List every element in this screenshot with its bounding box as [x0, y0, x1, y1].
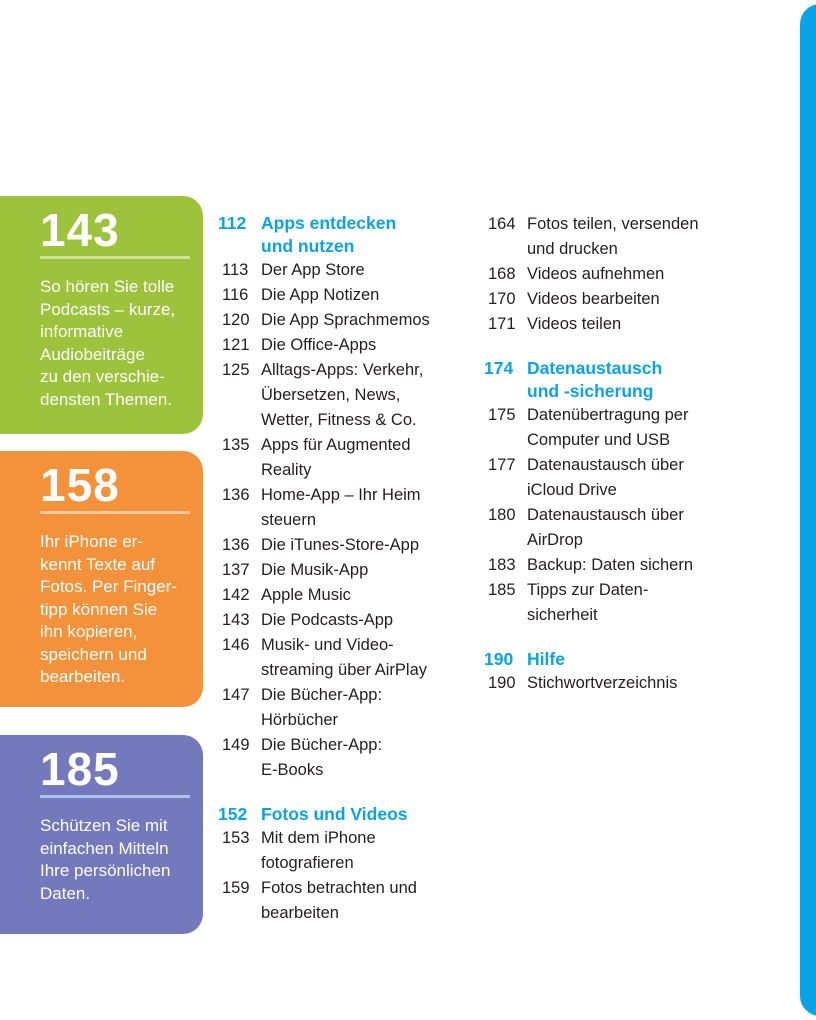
toc-entry[interactable] — [484, 503, 734, 553]
toc-entry[interactable] — [218, 608, 468, 633]
toc-entry-title: Die Office-Apps — [261, 336, 377, 354]
toc-entry[interactable] — [218, 683, 468, 733]
toc-entry[interactable] — [218, 533, 468, 558]
teaser-box-143 — [0, 196, 203, 434]
toc-entry-page: 142 — [222, 586, 250, 604]
toc-entry-page: 116 — [222, 286, 249, 304]
section-page-number: 152 — [218, 804, 248, 824]
toc-entry-title: Die Bücher-App: Hörbücher — [261, 686, 383, 729]
toc-entry[interactable] — [218, 583, 468, 608]
section-page-number: 174 — [484, 358, 514, 378]
toc-entry-page: 143 — [222, 611, 250, 629]
toc-entry-title: Alltags-Apps: Verkehr, Übersetzen, News, Wetter, Fitness & Co. — [261, 361, 424, 429]
toc-entry-page: 121 — [222, 336, 250, 354]
toc-entry-title: Datenaustausch über AirDrop — [527, 506, 684, 549]
toc-entry-list — [218, 258, 468, 783]
toc-entry[interactable] — [218, 633, 468, 683]
teaser-page-number: 158 — [40, 459, 120, 511]
teaser-text: Ihr iPhone er- kennt Texte auf Fotos. Per Finger- tipp können Sie ihn kopieren, speichern und bearbeiten. — [40, 532, 177, 686]
toc-entry[interactable] — [484, 403, 734, 453]
toc-entry[interactable] — [218, 876, 468, 926]
toc-entry-page: 136 — [222, 536, 250, 554]
toc-entry[interactable] — [218, 483, 468, 533]
toc-entry-title: Videos aufnehmen — [527, 265, 665, 283]
toc-entry-title: Videos bearbeiten — [527, 290, 660, 308]
section-page-number: 112 — [218, 213, 247, 233]
teaser-text: So hören Sie tolle Podcasts – kurze, informative Audiobeiträge zu den verschie- densten Themen. — [40, 277, 176, 409]
toc-entry[interactable] — [218, 558, 468, 583]
toc-entry-page: 149 — [222, 736, 250, 754]
toc-entry[interactable] — [484, 312, 734, 337]
toc-entry[interactable] — [218, 333, 468, 358]
toc-entry-page: 180 — [488, 506, 516, 524]
toc-entry-page: 164 — [488, 215, 516, 233]
toc-entry-title: Apple Music — [261, 586, 351, 604]
toc-entry-list — [218, 826, 468, 926]
toc-entry-title: Videos teilen — [527, 315, 622, 333]
toc-column-2 — [484, 212, 734, 696]
toc-entry-title: Fotos betrachten und bearbeiten — [261, 879, 417, 922]
teaser-box-158 — [0, 451, 203, 707]
toc-entry-page: 136 — [222, 486, 250, 504]
toc-entry[interactable] — [484, 671, 734, 696]
toc-entry-title: Die App Notizen — [261, 286, 380, 304]
toc-entry-page: 137 — [222, 561, 250, 579]
toc-entry-page: 146 — [222, 636, 250, 654]
toc-entry-page: 120 — [222, 311, 250, 329]
teaser-divider — [40, 511, 190, 514]
section-title: Apps entdecken und nutzen — [261, 213, 397, 256]
teaser-page-number: 185 — [40, 743, 120, 795]
toc-entry[interactable] — [484, 453, 734, 503]
teaser-box-185 — [0, 735, 203, 934]
toc-entry-title: Datenaustausch über iCloud Drive — [527, 456, 684, 499]
toc-entry-page: 153 — [222, 829, 250, 847]
toc-entry[interactable] — [218, 283, 468, 308]
section-page-number: 190 — [484, 649, 514, 669]
teaser-text: Schützen Sie mit einfachen Mitteln Ihre persönlichen Daten. — [40, 816, 171, 903]
toc-entry-page: 147 — [222, 686, 250, 704]
toc-entry-title: Fotos teilen, versenden und drucken — [527, 215, 699, 258]
toc-entry[interactable] — [484, 553, 734, 578]
section-title: Datenaustausch und -sicherung — [527, 358, 663, 401]
toc-entry-title: Apps für Augmented Reality — [261, 436, 411, 479]
toc-entry-page: 183 — [488, 556, 516, 574]
toc-entry-title: Mit dem iPhone fotografieren — [261, 829, 376, 872]
toc-entry-title: Stichwortverzeichnis — [527, 674, 678, 692]
toc-entry-title: Backup: Daten sichern — [527, 556, 694, 574]
toc-entry[interactable] — [218, 358, 468, 433]
toc-entry-title: Die App Sprachmemos — [261, 311, 430, 329]
toc-entry-page: 171 — [488, 315, 516, 333]
toc-entry-title: Tipps zur Daten- sicherheit — [527, 581, 649, 624]
toc-entry-page: 135 — [222, 436, 250, 454]
toc-section-heading[interactable] — [218, 212, 468, 258]
toc-entry-title: Die iTunes-Store-App — [261, 536, 420, 554]
section-title: Fotos und Videos — [261, 804, 408, 824]
toc-entry[interactable] — [218, 733, 468, 783]
toc-entry-list — [484, 212, 734, 337]
toc-entry[interactable] — [484, 212, 734, 262]
toc-entry[interactable] — [218, 258, 468, 283]
toc-entry-page: 170 — [488, 290, 516, 308]
toc-entry-page: 185 — [488, 581, 516, 599]
toc-entry[interactable] — [218, 826, 468, 876]
toc-entry-list — [484, 671, 734, 696]
toc-entry-title: Musik- und Video- streaming über AirPlay — [261, 636, 427, 679]
toc-entry-list — [484, 403, 734, 628]
toc-entry-title: Die Bücher-App: E-Books — [261, 736, 383, 779]
toc-entry[interactable] — [218, 308, 468, 333]
toc-entry-page: 159 — [222, 879, 250, 897]
toc-entry[interactable] — [484, 578, 734, 628]
section-title: Hilfe — [527, 649, 565, 669]
teaser-page-number: 143 — [40, 204, 120, 256]
toc-entry[interactable] — [484, 287, 734, 312]
toc-entry-page: 190 — [488, 674, 516, 692]
teaser-divider — [40, 256, 190, 259]
toc-entry-page: 175 — [488, 406, 516, 424]
toc-entry-title: Datenübertragung per Computer und USB — [527, 406, 689, 449]
toc-entry-page: 113 — [222, 261, 249, 279]
toc-entry-title: Home-App – Ihr Heim steuern — [261, 486, 421, 529]
toc-section-heading[interactable] — [484, 357, 734, 403]
toc-entry-page: 168 — [488, 265, 516, 283]
toc-entry[interactable] — [218, 433, 468, 483]
toc-entry-title: Die Musik-App — [261, 561, 369, 579]
teaser-divider — [40, 795, 190, 798]
toc-section-heading[interactable] — [484, 648, 734, 671]
toc-section-heading[interactable] — [218, 803, 468, 826]
side-accent-bar — [800, 4, 816, 1016]
toc-entry[interactable] — [484, 262, 734, 287]
toc-entry-title: Die Podcasts-App — [261, 611, 394, 629]
toc-entry-page: 125 — [222, 361, 250, 379]
toc-entry-page: 177 — [488, 456, 516, 474]
toc-column-1 — [218, 212, 468, 926]
toc-entry-title: Der App Store — [261, 261, 365, 279]
